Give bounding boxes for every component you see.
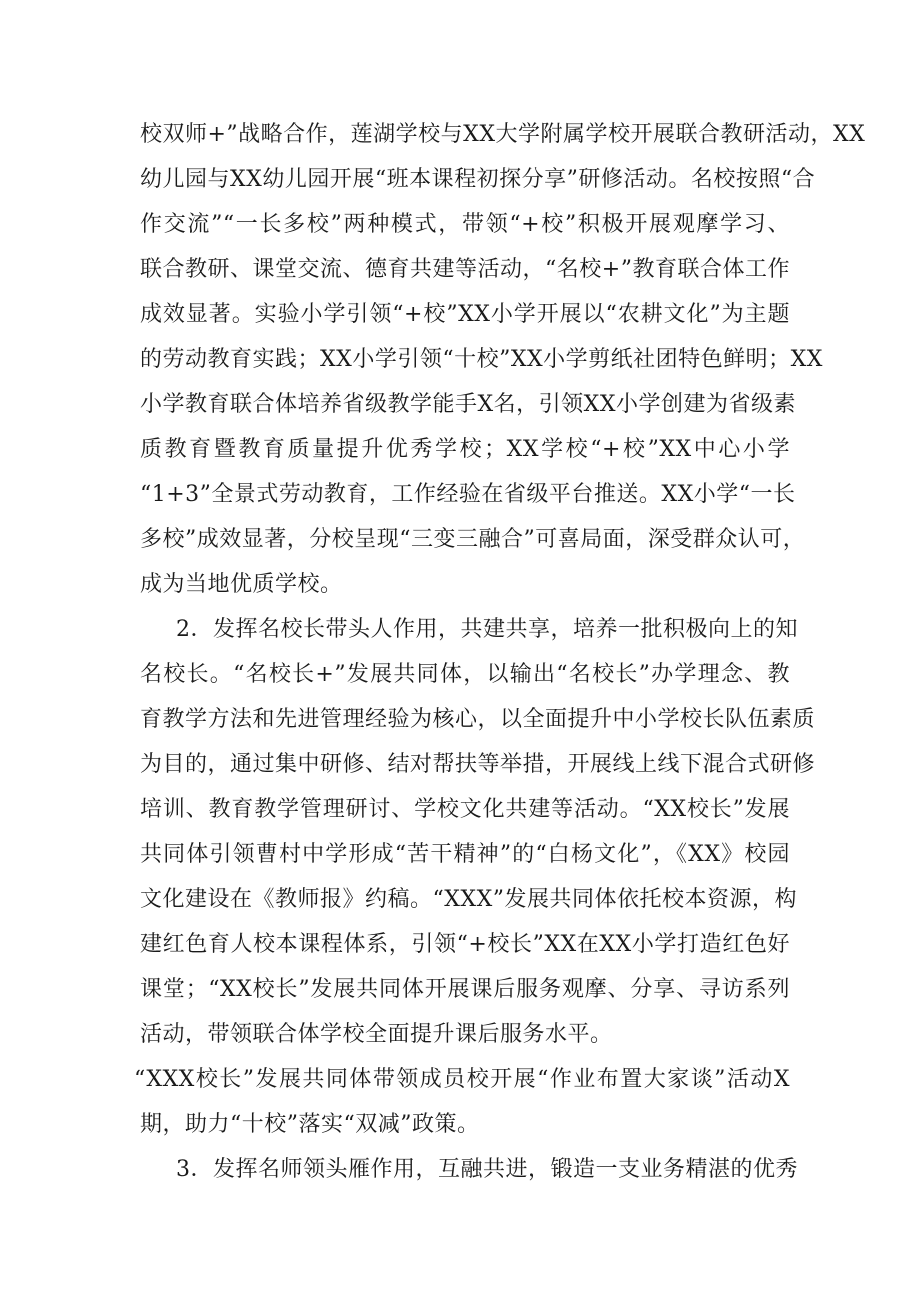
paragraph-line: “XXX校长”发展共同体带领成员校开展“作业布置大家谈”活动X (134, 1067, 790, 1092)
paragraph-line: 课堂；“XX校长”发展共同体开展课后服务观摩、分享、寻访系列 (140, 977, 790, 1002)
paragraph-line: “1+3”全景式劳动教育，工作经验在省级平台推送。XX小学“一长 (140, 482, 796, 507)
paragraph-line: 校双师+”战略合作，莲湖学校与XX大学附属学校开展联合教研活动，XX (140, 122, 866, 147)
section-heading-2: 2．发挥名校长带头人作用，共建共享，培养一批积极向上的知 (176, 617, 798, 642)
paragraph-line: 为目的，通过集中研修、结对帮扶等举措，开展线上线下混合式研修 (140, 752, 816, 777)
paragraph-line: 共同体引领曹村中学形成“苦干精神”的“白杨文化”，《XX》校园 (140, 842, 790, 867)
paragraph-line: 建红色育人校本课程体系，引领“+校长”XX在XX小学打造红色好 (140, 932, 790, 957)
paragraph-line: 质教育暨教育质量提升优秀学校；XX学校“+校”XX中心小学 (140, 437, 790, 462)
section-heading-3: 3．发挥名师领头雁作用，互融共进，锻造一支业务精湛的优秀 (176, 1157, 798, 1182)
paragraph-line: 活动，带领联合体学校全面提升课后服务水平。 (140, 1022, 613, 1047)
paragraph-line: 成为当地优质学校。 (140, 572, 343, 597)
paragraph-line: 名校长。“名校长+”发展共同体，以输出“名校长”办学理念、教 (140, 662, 790, 687)
paragraph-line: 小学教育联合体培养省级教学能手X名，引领XX小学创建为省级素 (140, 392, 796, 417)
paragraph-line: 作交流”“一长多校”两种模式，带领“+校”积极开展观摩学习、 (140, 212, 790, 237)
paragraph-line: 多校”成效显著，分校呈现“三变三融合”可喜局面，深受群众认可， (140, 527, 806, 552)
paragraph-line: 培训、教育教学管理研讨、学校文化共建等活动。“XX校长”发展 (140, 797, 790, 822)
paragraph-line: 幼儿园与XX幼儿园开展“班本课程初探分享”研修活动。名校按照“合 (140, 167, 816, 192)
paragraph-line: 期，助力“十校”落实“双减”政策。 (140, 1112, 480, 1137)
paragraph-line: 成效显著。实验小学引领“+校”XX小学开展以“农耕文化”为主题 (140, 302, 790, 327)
paragraph-line: 的劳动教育实践；XX小学引领“十校”XX小学剪纸社团特色鲜明；XX (140, 347, 823, 372)
paragraph-line: 文化建设在《教师报》约稿。“XXX”发展共同体依托校本资源，构 (140, 887, 797, 912)
paragraph-line: 联合教研、课堂交流、德育共建等活动，“名校+”教育联合体工作 (140, 257, 790, 282)
paragraph-line: 育教学方法和先进管理经验为核心，以全面提升中小学校长队伍素质 (140, 707, 816, 732)
